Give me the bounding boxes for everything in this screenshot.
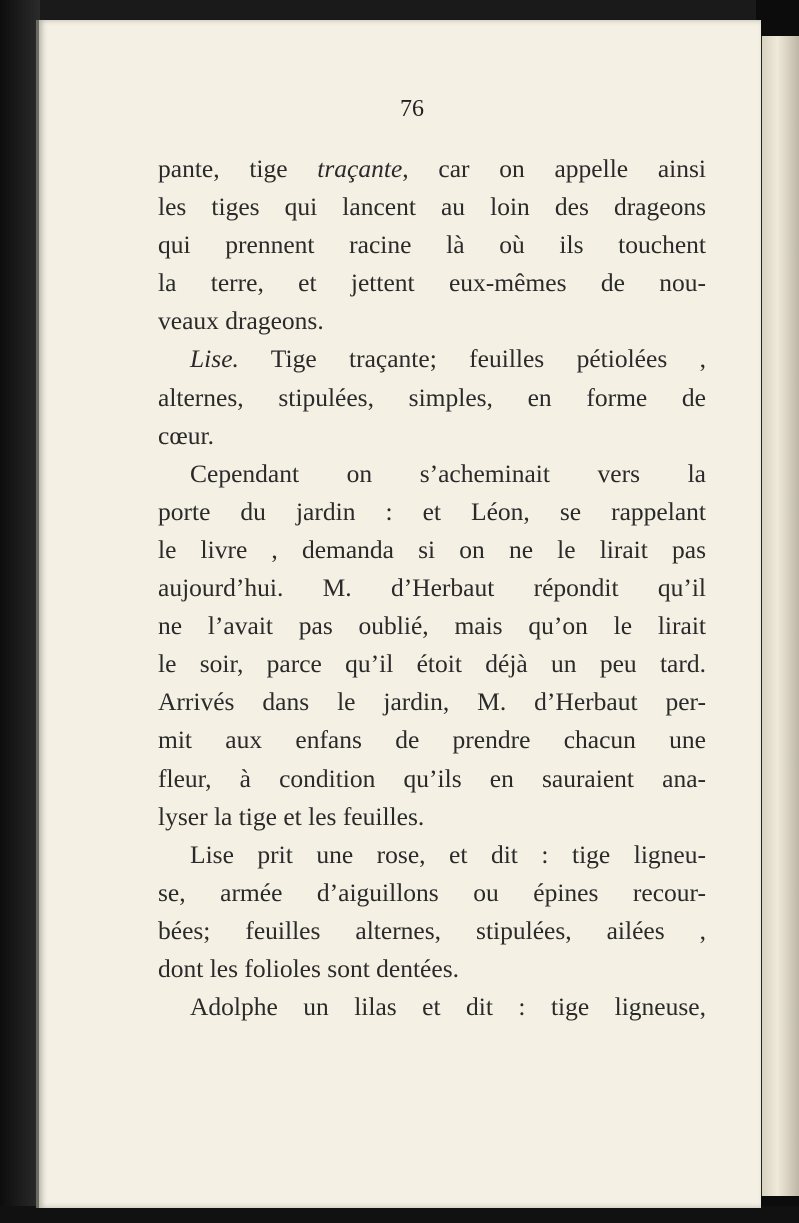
line-text: la terre, et jettent eux-mêmes de nou- [158,268,706,298]
line-text: bées; feuilles alternes, stipulées, ailées , [158,915,706,945]
italic-text: Lise. [190,344,239,374]
line-text: qui prennent racine là où ils touchent [158,230,706,260]
text-line [158,340,706,378]
line-text: cœur. [158,420,214,450]
body-text [158,150,706,1026]
text-line [158,760,706,798]
line-text: , car on appelle ainsi [402,154,706,183]
text-line [158,912,706,950]
text-line [158,950,706,988]
text-line [158,493,706,531]
line-text: le soir, parce qu’il étoit déjà un peu tard. [158,649,706,679]
line-text: Lise prit une rose, et dit : tige ligneu- [190,839,706,869]
line-text: Arrivés dans le jardin, M. d’Herbaut per- [158,687,706,717]
text-line [158,836,706,874]
text-line [158,226,706,264]
line-text: pante, tige [158,154,318,183]
italic-text: traçante [317,154,403,183]
text-line [158,874,706,912]
page-number: 76 [400,96,424,122]
line-text: ne l’avait pas oublié, mais qu’on le lirait [158,611,706,641]
line-text: Adolphe un lilas et dit : tige ligneuse, [190,992,706,1022]
line-text: lyser la tige et les feuilles. [158,801,425,831]
line-text: veaux drageons. [158,306,324,336]
line-text: Cependant on s’acheminait vers la [190,458,706,488]
text-line [158,569,706,607]
line-text: dont les folioles sont dentées. [158,953,459,983]
text-line [158,302,706,340]
text-line [158,531,706,569]
text-line [158,264,706,302]
line-text: mit aux enfans de prendre chacun une [158,725,706,755]
text-line [158,798,706,836]
text-line [158,150,706,188]
text-line [158,988,706,1026]
text-line [158,188,706,226]
text-line [158,645,706,683]
text-line [158,417,706,455]
text-line [158,721,706,759]
line-text: porte du jardin : et Léon, se rappelant [158,496,706,526]
line-text: le livre , demanda si on ne le lirait pas [158,534,706,564]
text-line [158,607,706,645]
line-text: les tiges qui lancent au loin des drageons [158,192,706,222]
left-margin-shadow [0,0,40,1223]
text-line [158,455,706,493]
text-line [158,379,706,417]
line-text: aujourd’hui. M. d’Herbaut répondit qu’il [158,573,706,603]
next-page-edge [760,36,799,1196]
line-text: fleur, à condition qu’ils en sauraient ana- [158,763,706,793]
line-text: alternes, stipulées, simples, en forme de [158,382,706,412]
text-line [158,683,706,721]
bottom-background [0,1206,799,1223]
line-text: Tige traçante; feuilles pétiolées , [238,344,706,374]
line-text: se, armée d’aiguillons ou épines recour- [158,877,706,907]
